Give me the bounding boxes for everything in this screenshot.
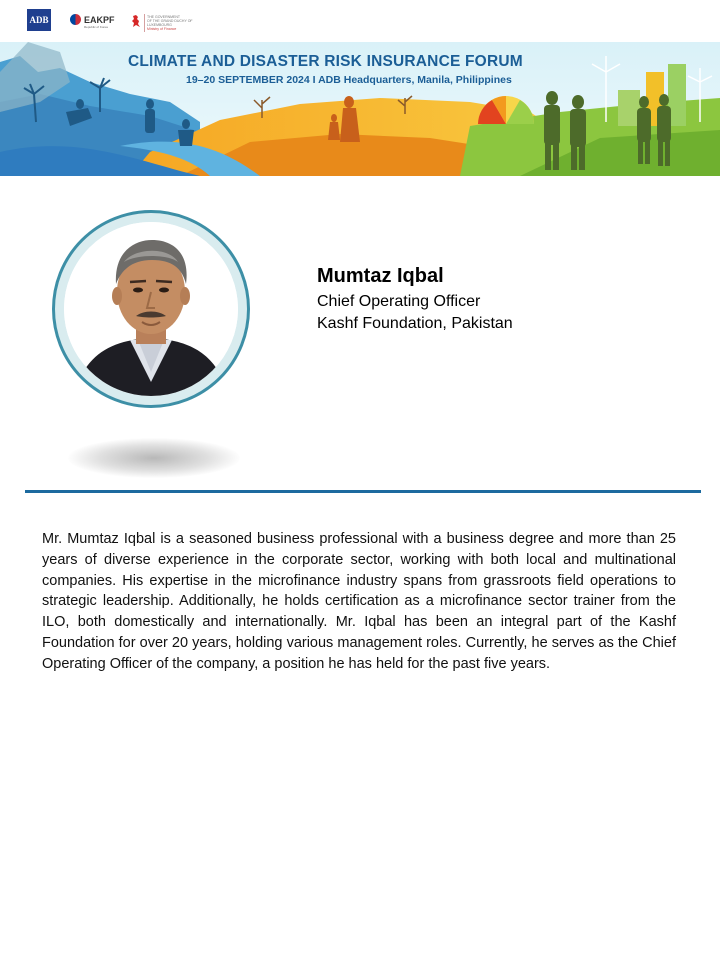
speaker-organization: Kashf Foundation, Pakistan — [317, 315, 513, 332]
forum-dates-venue: 19–20 SEPTEMBER 2024 I ADB Headquarters, Manila, Philippines — [186, 74, 512, 86]
section-divider — [25, 490, 701, 493]
logo-divider — [144, 14, 145, 32]
eakpf-subtext: Republic of Korea — [84, 25, 108, 29]
photo-shadow — [68, 438, 240, 478]
eakpf-logo — [70, 14, 115, 25]
korea-taegeuk-icon — [70, 14, 81, 25]
speaker-photo — [64, 222, 238, 396]
forum-banner — [0, 42, 720, 176]
luxembourg-logo — [130, 14, 216, 34]
luxembourg-text: THE GOVERNMENT OF THE GRAND DUCHY OF LUXEMBOURG Ministry of Finance — [147, 15, 193, 31]
eakpf-label: EAKPF — [84, 14, 115, 25]
speaker-name: Mumtaz Iqbal — [317, 265, 444, 287]
speaker-bio: Mr. Mumtaz Iqbal is a seasoned business professional with a business degree and more than 25 years of diverse experience in the corporate sector, working with both local and multinational companies. His expertise in the microfinance industry spans from grassroots field operations to strategic leadership. Additionally, he holds certification as a microfinance sector trainer from the ILO, both domestically and internationally. Mr. Iqbal has been an integral part of the Kashf Foundation for over 20 years, holding various management roles. Currently, he serves as the Chief Operating Officer of the company, a position he has held for the past five years. — [42, 531, 676, 672]
speaker-portrait-icon — [64, 222, 238, 396]
adb-logo: ADB — [27, 9, 51, 31]
speaker-role: Chief Operating Officer — [317, 293, 481, 310]
forum-title: CLIMATE AND DISASTER RISK INSURANCE FORUM — [128, 53, 523, 70]
speaker-photo-frame — [52, 210, 250, 408]
partner-logos — [0, 0, 720, 42]
red-lion-icon — [130, 14, 142, 28]
